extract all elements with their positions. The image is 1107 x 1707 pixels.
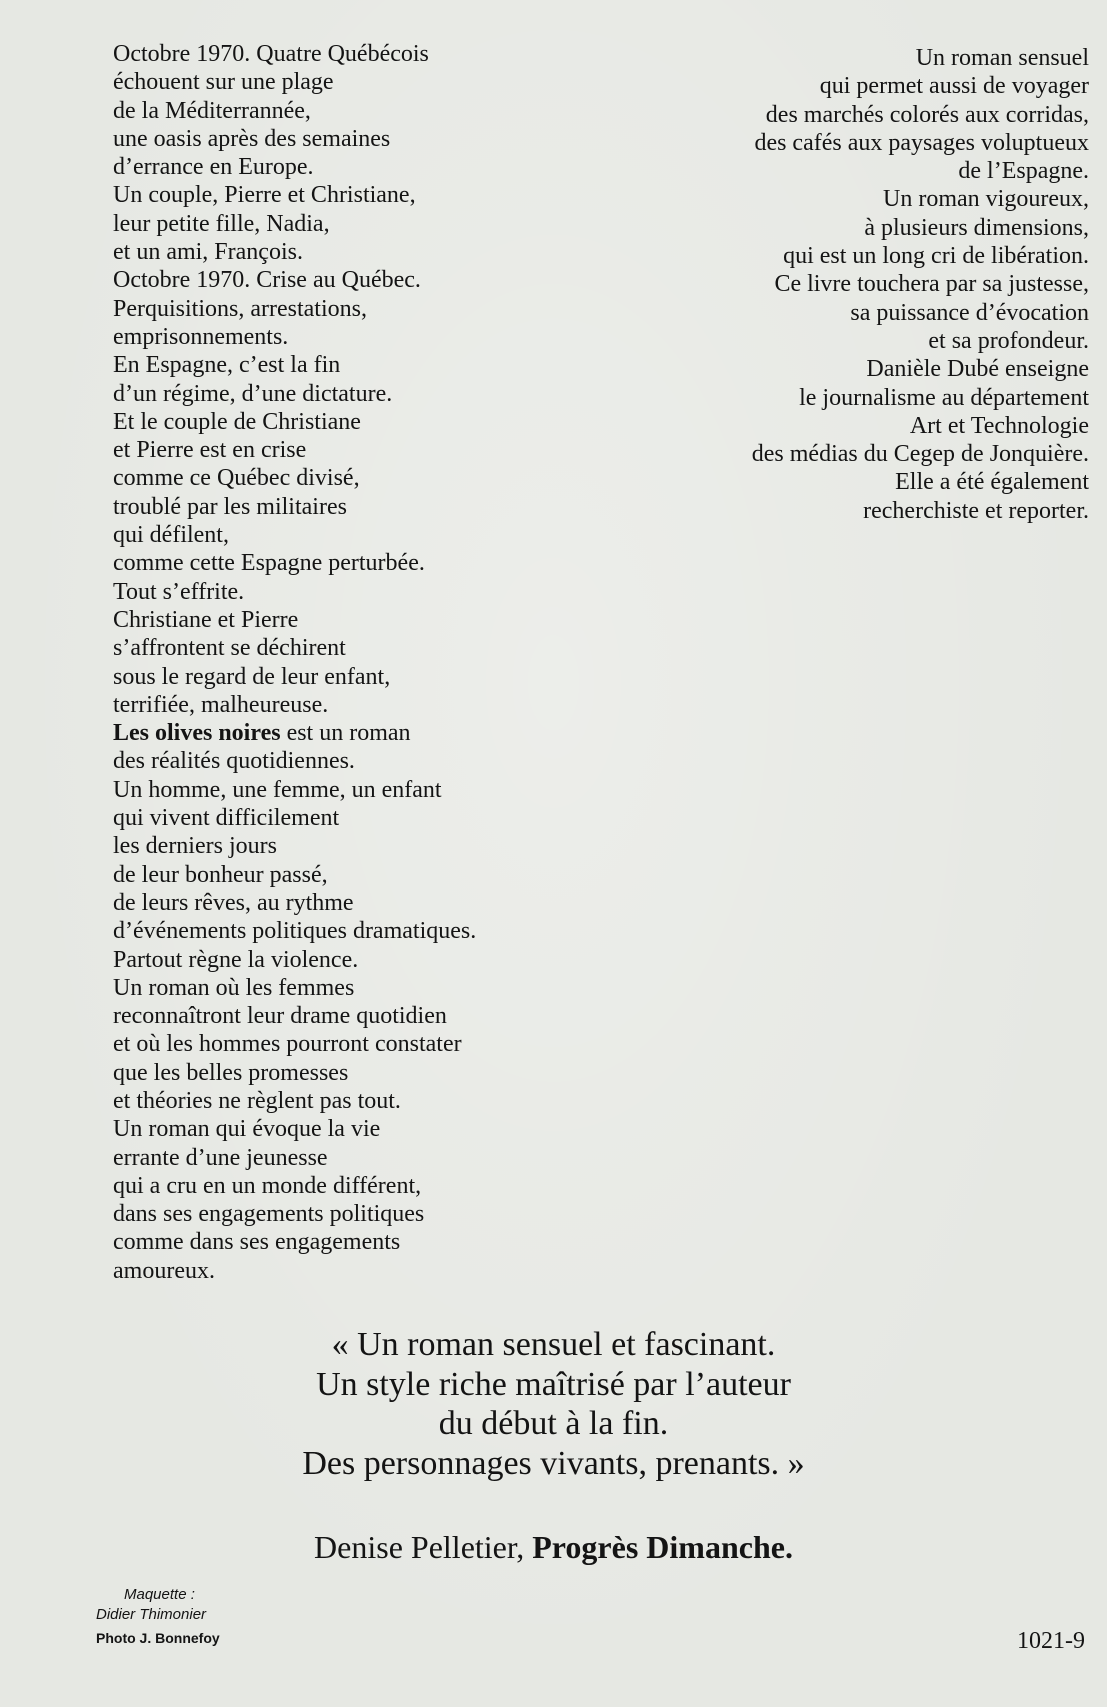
bio-line: des cafés aux paysages voluptueux bbox=[754, 129, 1089, 156]
bio-line: Elle a été également bbox=[895, 469, 1089, 496]
design-credits bbox=[92, 1585, 272, 1648]
bio-line: Un roman vigoureux, bbox=[883, 186, 1089, 213]
synopsis-line: comme ce Québec divisé, bbox=[113, 465, 360, 492]
bio-line: qui permet aussi de voyager bbox=[819, 73, 1089, 100]
synopsis-line: comme dans ses engagements bbox=[113, 1229, 401, 1256]
maquette-label: Maquette : bbox=[124, 1586, 195, 1603]
bio-line: et sa profondeur. bbox=[928, 327, 1089, 354]
attribution-author: Denise Pelletier, bbox=[314, 1529, 533, 1565]
bio-line: des marchés colorés aux corridas, bbox=[765, 101, 1089, 128]
synopsis-line: errante d’une jeunesse bbox=[113, 1144, 328, 1171]
synopsis-line: Octobre 1970. Crise au Québec. bbox=[113, 267, 421, 294]
synopsis-column bbox=[113, 40, 633, 1285]
synopsis-line: et où les hommes pourront constater bbox=[113, 1031, 462, 1058]
bio-line: le journalisme au département bbox=[799, 384, 1089, 411]
book-title: Les olives noires bbox=[113, 720, 281, 747]
synopsis-line: Et le couple de Christiane bbox=[113, 408, 361, 435]
bio-line: Ce livre touchera par sa justesse, bbox=[774, 271, 1089, 298]
press-quote bbox=[0, 1325, 1107, 1483]
synopsis-line: leur petite fille, Nadia, bbox=[113, 210, 330, 237]
synopsis-line: de la Méditerrannée, bbox=[113, 97, 311, 124]
maquette-name: Didier Thimonier bbox=[96, 1606, 207, 1623]
quote-line: Un style riche maîtrisé par l’auteur bbox=[316, 1365, 791, 1403]
quote-line: du début à la fin. bbox=[438, 1405, 669, 1442]
synopsis-line: reconnaîtront leur drame quotidien bbox=[113, 1003, 447, 1030]
synopsis-line: échouent sur une plage bbox=[113, 69, 334, 96]
bio-line: Un roman sensuel bbox=[915, 45, 1089, 71]
synopsis-line: Partout règne la violence. bbox=[113, 946, 359, 973]
bio-line: Art et Technologie bbox=[909, 412, 1089, 439]
synopsis-line: troublé par les militaires bbox=[113, 493, 347, 520]
synopsis-line: Perquisitions, arrestations, bbox=[113, 295, 367, 322]
bio-line: à plusieurs dimensions, bbox=[864, 214, 1089, 241]
synopsis-line: que les belles promesses bbox=[113, 1059, 349, 1086]
synopsis-line: Christiane et Pierre bbox=[113, 606, 299, 633]
synopsis-line: emprisonnements. bbox=[113, 323, 289, 350]
synopsis-line: des réalités quotidiennes. bbox=[113, 748, 355, 775]
synopsis-line: qui a cru en un monde différent, bbox=[113, 1172, 422, 1199]
synopsis-line: de leurs rêves, au rythme bbox=[113, 889, 354, 916]
synopsis-line: Un roman où les femmes bbox=[113, 974, 355, 1001]
synopsis-line: de leur bonheur passé, bbox=[113, 861, 328, 888]
synopsis-line: terrifiée, malheureuse. bbox=[113, 691, 329, 718]
catalog-number: 1021-9 bbox=[1017, 1628, 1085, 1654]
synopsis-line: qui défilent, bbox=[113, 522, 229, 549]
quote-line: « Un roman sensuel et fascinant. bbox=[331, 1326, 776, 1363]
synopsis-line: Tout s’effrite. bbox=[113, 578, 245, 605]
synopsis-line: amoureux. bbox=[113, 1257, 215, 1284]
quote-attribution bbox=[0, 1527, 1107, 1567]
synopsis-title-line bbox=[113, 719, 633, 747]
quote-line: Des personnages vivants, prenants. » bbox=[302, 1444, 805, 1482]
author-bio-column bbox=[569, 44, 1089, 525]
bio-line: Danièle Dubé enseigne bbox=[866, 356, 1089, 383]
synopsis-line: Un couple, Pierre et Christiane, bbox=[113, 182, 416, 209]
synopsis-line-rest: est un roman bbox=[280, 720, 411, 747]
attribution-source: Progrès Dimanche. bbox=[532, 1529, 793, 1565]
synopsis-line: Un roman qui évoque la vie bbox=[113, 1116, 381, 1143]
synopsis-line: une oasis après des semaines bbox=[113, 125, 391, 152]
synopsis-line: Octobre 1970. Quatre Québécois bbox=[113, 41, 429, 67]
bio-line: des médias du Cegep de Jonquière. bbox=[751, 441, 1089, 468]
synopsis-line: et un ami, François. bbox=[113, 239, 303, 266]
synopsis-line: d’errance en Europe. bbox=[113, 154, 314, 181]
synopsis-line: les derniers jours bbox=[113, 833, 277, 860]
bio-line: sa puissance d’évocation bbox=[850, 299, 1089, 326]
synopsis-line: et théories ne règlent pas tout. bbox=[113, 1087, 401, 1114]
synopsis-line: et Pierre est en crise bbox=[113, 437, 307, 464]
synopsis-line: d’un régime, d’une dictature. bbox=[113, 380, 393, 407]
bio-line: recherchiste et reporter. bbox=[863, 497, 1089, 524]
synopsis-line: Un homme, une femme, un enfant bbox=[113, 776, 442, 803]
bio-line: de l’Espagne. bbox=[958, 158, 1089, 185]
photo-credit: Photo J. Bonnefoy bbox=[96, 1630, 220, 1646]
synopsis-line: En Espagne, c’est la fin bbox=[113, 352, 341, 379]
synopsis-line: qui vivent difficilement bbox=[113, 805, 340, 832]
synopsis-line: s’affrontent se déchirent bbox=[113, 635, 346, 662]
synopsis-line: comme cette Espagne perturbée. bbox=[113, 550, 425, 577]
synopsis-line: dans ses engagements politiques bbox=[113, 1201, 425, 1228]
synopsis-line: sous le regard de leur enfant, bbox=[113, 663, 391, 690]
bio-line: qui est un long cri de libération. bbox=[783, 243, 1089, 270]
synopsis-line: d’événements politiques dramatiques. bbox=[113, 918, 477, 945]
